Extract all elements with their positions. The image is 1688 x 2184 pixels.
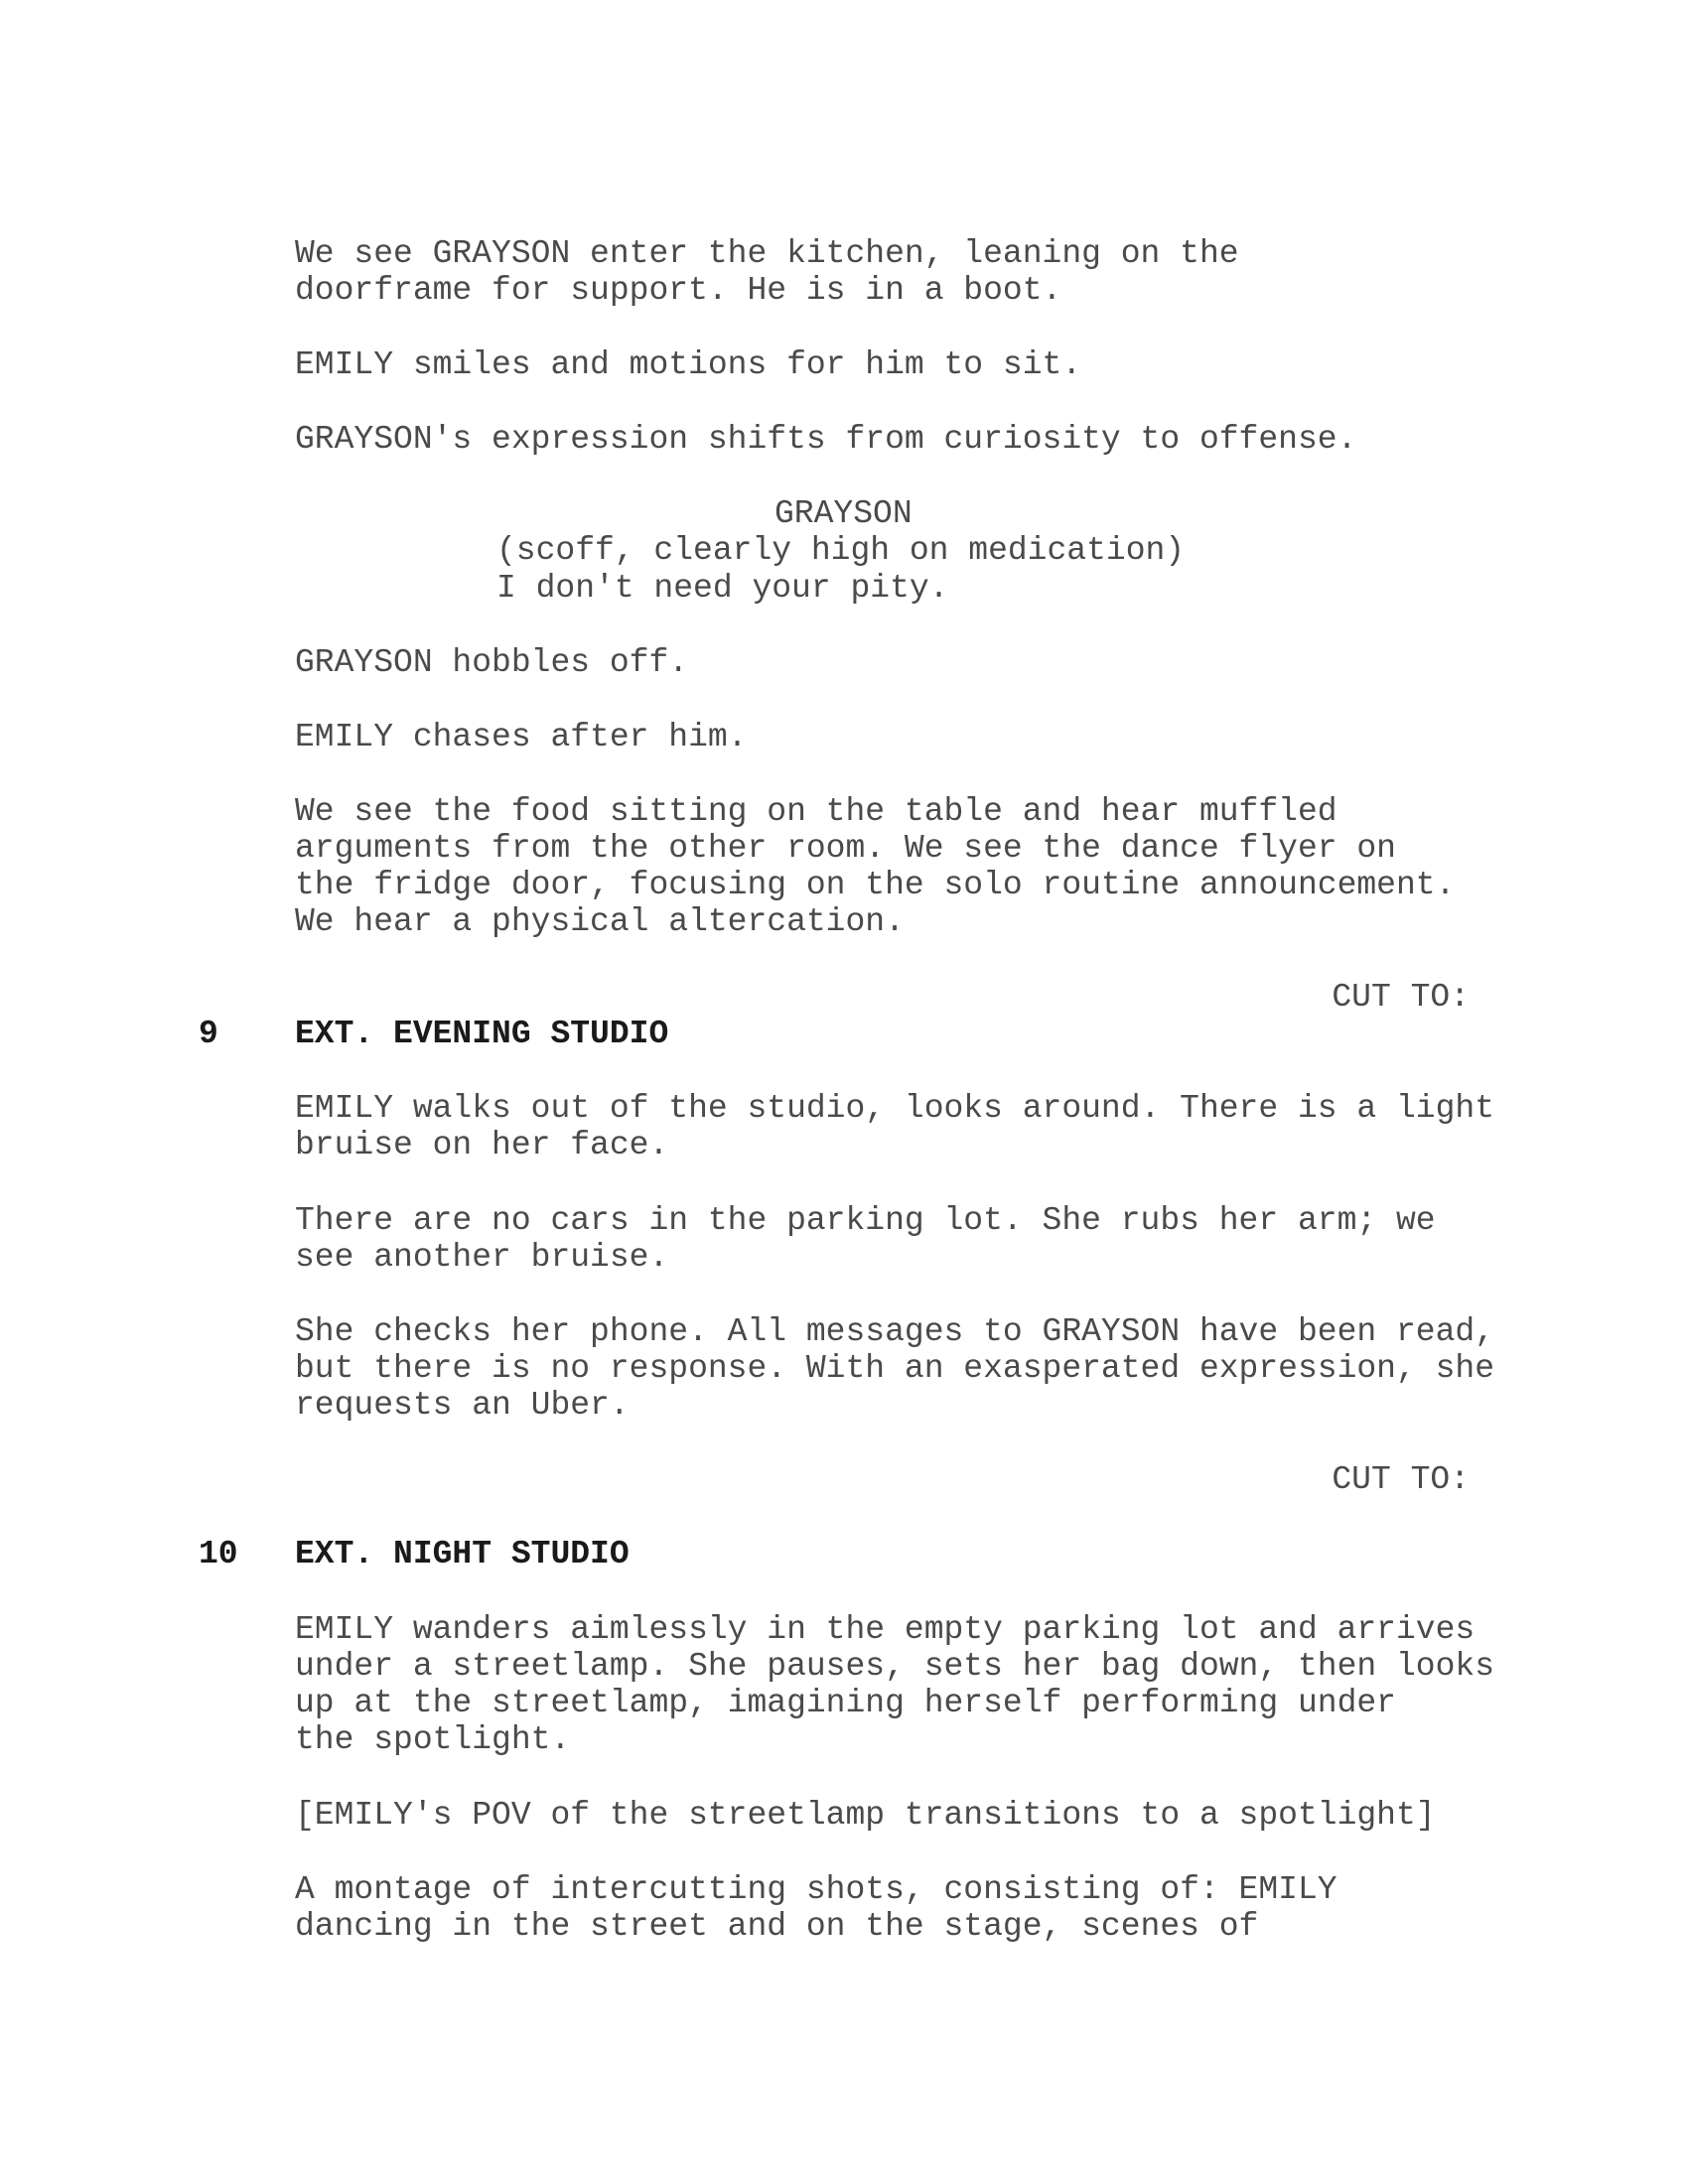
action-line: EMILY chases after him. [295,719,748,755]
action-line: There are no cars in the parking lot. She rubs her arm; we [295,1202,1436,1239]
action-line: the spotlight. [295,1721,571,1758]
action-line: We see the food sitting on the table and hear muffled [295,793,1337,830]
scene-heading: EXT. NIGHT STUDIO [295,1536,630,1572]
action-line: the fridge door, focusing on the solo routine announcement. [295,867,1456,903]
scene-heading: EXT. EVENING STUDIO [295,1016,669,1052]
action-line: but there is no response. With an exasperated expression, she [295,1350,1494,1387]
scene-number: 10 [199,1536,238,1572]
scene-number: 9 [199,1016,218,1052]
action-line: see another bruise. [295,1239,669,1276]
action-line: up at the streetlamp, imagining herself performing under [295,1685,1396,1721]
transition: CUT TO: [1332,979,1470,1016]
action-line: [EMILY's POV of the streetlamp transitions to a spotlight] [295,1797,1436,1834]
action-line: requests an Uber. [295,1387,630,1424]
action-line: doorframe for support. He is in a boot. [295,272,1062,309]
action-line: arguments from the other room. We see the dance flyer on [295,830,1396,867]
action-line: She checks her phone. All messages to GRAYSON have been read, [295,1313,1494,1350]
action-line: EMILY smiles and motions for him to sit. [295,346,1082,383]
parenthetical: (scoff, clearly high on medication) [496,532,1186,569]
action-line: GRAYSON hobbles off. [295,644,689,681]
action-line: GRAYSON's expression shifts from curiosity to offense. [295,421,1357,458]
action-line: A montage of intercutting shots, consisting of: EMILY [295,1871,1337,1908]
dialogue-line: I don't need your pity. [496,570,949,607]
transition: CUT TO: [1332,1461,1470,1498]
action-line: bruise on her face. [295,1127,669,1163]
character-name: GRAYSON [774,495,913,532]
action-line: EMILY walks out of the studio, looks around. There is a light [295,1090,1494,1127]
action-line: We see GRAYSON enter the kitchen, leaning on the [295,235,1239,272]
action-line: EMILY wanders aimlessly in the empty parking lot and arrives [295,1611,1476,1648]
action-line: dancing in the street and on the stage, scenes of [295,1908,1259,1945]
action-line: We hear a physical altercation. [295,903,905,940]
action-line: under a streetlamp. She pauses, sets her bag down, then looks [295,1648,1494,1685]
